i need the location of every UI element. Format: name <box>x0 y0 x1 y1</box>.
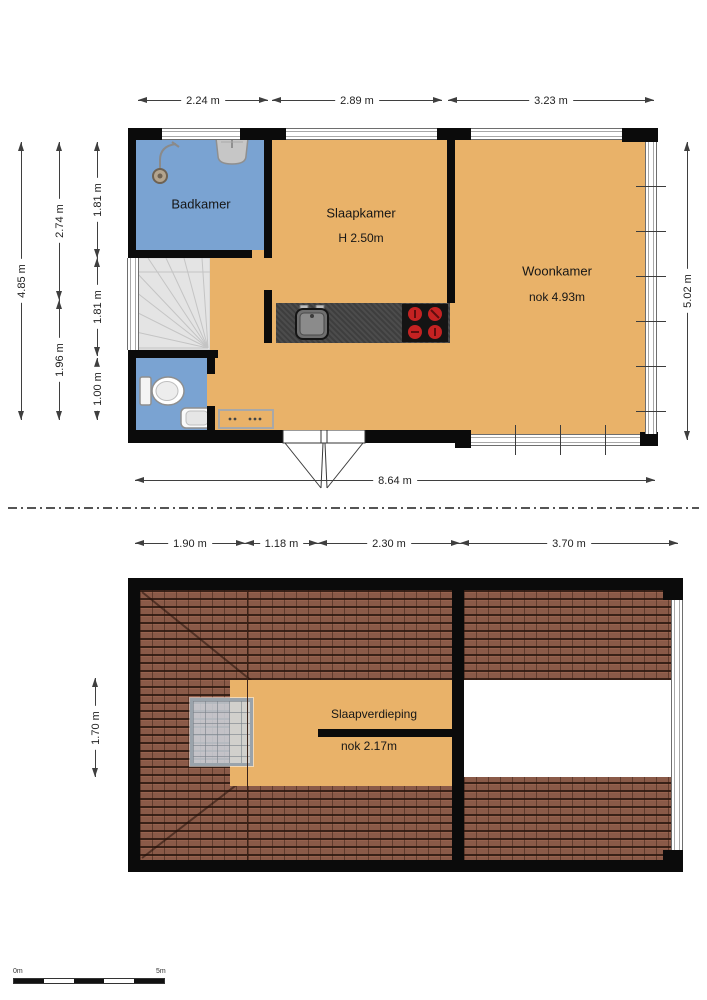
scale-segment <box>104 979 134 983</box>
wall <box>663 578 683 600</box>
dimension-f1-left-mid-1 <box>54 142 66 300</box>
room-height-slaapkamer: H 2.50m <box>338 231 384 245</box>
dimension-f1-left-inner-1 <box>92 142 104 258</box>
dimension-label: 2.74 m <box>54 199 66 243</box>
cabinet <box>218 409 274 429</box>
wall <box>207 350 215 374</box>
dimension-f1-top-2 <box>272 95 442 107</box>
floor-separator-line <box>8 507 699 509</box>
dimension-label: 1.18 m <box>260 538 304 550</box>
room-label-woonkamer: Woonkamer <box>522 263 592 279</box>
shower-icon <box>148 140 182 186</box>
skylight-window <box>190 698 253 766</box>
dimension-label: 1.90 m <box>168 538 212 550</box>
void-opening <box>464 680 672 777</box>
room-label-slaapkamer: Slaapkamer <box>326 205 396 221</box>
roof-edge-line <box>247 590 248 860</box>
cooktop-icon <box>402 304 448 342</box>
dimension-f1-bottom <box>135 475 655 487</box>
dimension-f2-top-1 <box>135 538 245 550</box>
dimension-label: 1.81 m <box>92 285 104 329</box>
dimension-f1-left-total <box>16 142 28 420</box>
wall <box>622 128 658 142</box>
dimension-f1-left-inner-3 <box>92 358 104 420</box>
dimension-label: 2.30 m <box>367 538 411 550</box>
window <box>671 600 683 850</box>
dimension-f2-left <box>90 678 102 777</box>
dimension-label: 5.02 m <box>682 269 694 313</box>
dimension-f1-left-mid-2 <box>54 300 66 420</box>
wall <box>128 860 683 872</box>
wall <box>207 406 215 430</box>
wall <box>128 250 252 258</box>
dimension-label: 1.96 m <box>54 338 66 382</box>
dimension-label: 1.81 m <box>92 178 104 222</box>
cabinet-knobs-icon <box>220 411 272 427</box>
dimension-label: 3.23 m <box>529 95 573 107</box>
wall <box>240 128 286 140</box>
wall <box>264 136 272 258</box>
dimension-label: 4.85 m <box>16 259 28 303</box>
scale-segment <box>134 979 164 983</box>
bathroom-sink-icon <box>213 136 251 166</box>
stair-railing-wall <box>318 729 454 737</box>
wall <box>452 590 464 860</box>
scale-bar <box>13 978 165 984</box>
scale-segment <box>44 979 74 983</box>
window <box>471 128 622 140</box>
scale-segment <box>74 979 104 983</box>
dimension-f1-right <box>682 142 694 440</box>
dimension-label: 1.70 m <box>90 706 102 750</box>
stairs-icon <box>136 258 210 350</box>
wall <box>264 290 272 343</box>
window <box>286 128 437 140</box>
kitchen-sink-icon <box>290 305 334 341</box>
dimension-label: 8.64 m <box>373 475 417 487</box>
dimension-f1-left-inner-2 <box>92 258 104 356</box>
scale-end-label: 5m <box>156 968 166 975</box>
wall <box>455 430 471 448</box>
french-doors-icon <box>281 430 367 492</box>
wall <box>663 850 683 872</box>
window <box>471 434 640 446</box>
wall <box>128 350 218 358</box>
dimension-f2-top-2 <box>245 538 318 550</box>
dimension-label: 2.89 m <box>335 95 379 107</box>
room-label-slaapverdieping: Slaapverdieping <box>330 707 418 721</box>
wall <box>128 578 140 872</box>
dimension-f1-top-1 <box>138 95 268 107</box>
dimension-label: 2.24 m <box>181 95 225 107</box>
dimension-f2-top-3 <box>318 538 460 550</box>
wall <box>447 136 455 303</box>
window <box>162 128 240 140</box>
dimension-f1-top-3 <box>448 95 654 107</box>
wall <box>128 128 136 260</box>
wall <box>128 578 683 590</box>
wall <box>128 430 283 443</box>
window <box>127 258 139 350</box>
room-height-woonkamer: nok 4.93m <box>528 290 586 304</box>
dimension-label: 3.70 m <box>547 538 591 550</box>
window <box>645 142 657 434</box>
scale-start-label: 0m <box>13 968 23 975</box>
toilet-icon <box>138 372 190 410</box>
dimension-f2-top-4 <box>460 538 678 550</box>
dimension-label: 1.00 m <box>92 367 104 411</box>
wall <box>640 432 658 446</box>
scale-segment <box>14 979 44 983</box>
room-height-slaapverdieping: nok 2.17m <box>340 739 398 753</box>
room-label-badkamer: Badkamer <box>171 196 231 212</box>
